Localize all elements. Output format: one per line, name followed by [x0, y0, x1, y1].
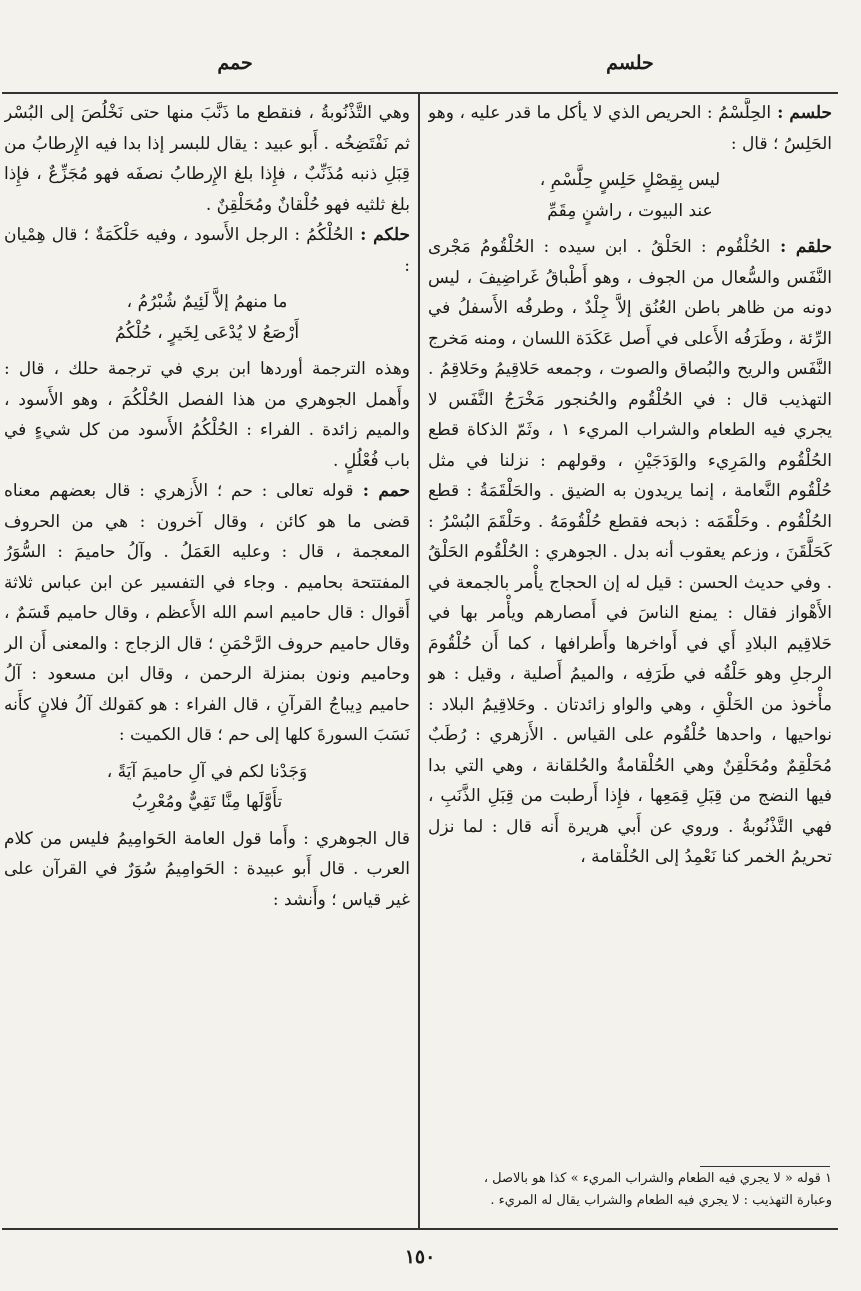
entry-halkam-note: وهذه الترجمة أوردها ابن بري في ترجمة حلك ، قال : وأَهمل الجوهري من هذا الفصل الحُلْكُمَ ، وهو الأَسود ، والميم زائدة . الفراء : الحُلْكُمُ الأَسود من كل شيءٍ في باب فُعْلُلٍ . — [4, 359, 410, 471]
headword-halkam: حلكم : — [353, 225, 410, 245]
bottom-rule — [2, 1228, 838, 1230]
entry-hamam-cont: قال الجوهري : وأَما قول العامة الحَوامِيمُ فليس من كلام العرب . قال أَبو عبيدة : الحَوامِيمُ سُوَرٌ في القرآن على غير قياس ؛ وأَنشد : — [4, 828, 410, 910]
right-column — [428, 98, 832, 1164]
entry-continuation: وهي التَّذْنُوبةُ ، فنقطع ما ذَنَّبَ منها حتى نَخْلُصَ إلى البُسْر ثم نَفْتَضِخُه . أَبو عبيد : يقال للبسر إذا بدا فيه الإِرطابُ من قِبَلِ ذنبه مُذَنِّبٌ ، فإِذا بلغ الإِرطابُ نصفَه فهو مُجَزِّعٌ ، فإِذا بلغ ثلثيه فهو حُلْقانٌ ومُحَلْقِنٌ . — [4, 103, 410, 215]
column-divider — [418, 94, 420, 1228]
verse-line: أَرْصَعُ لا يُدْعَى لِخَيرٍ ، حُلْكُمُ — [114, 322, 300, 343]
verse-block — [4, 287, 410, 348]
entry-hamam — [4, 476, 410, 751]
footnote — [428, 1168, 832, 1212]
entry-halsam-text: الحِلَّسْمُ : الحريص الذي لا يأكل ما قدر عليه ، وهو الحَلِسُ ؛ قال : — [428, 103, 832, 154]
verse-line: عند البيوت ، راشنٍ مِقَمِّ — [547, 200, 713, 221]
entry-halkam-text: الحُلْكُمُ : الرجل الأَسود ، وفيه حَلْكَمَةٌ ؛ قال هِمْيان : — [4, 225, 410, 276]
entry-halqam — [428, 232, 832, 873]
verse-line: ليس بِقِصْلٍ حَلِسٍ حِلَّسْمِ ، — [539, 170, 721, 190]
headword-halqam: حلقم : — [770, 237, 832, 257]
left-column — [4, 98, 410, 1222]
verse-line: ما منهمُ إلاَّ لَئِيمٌ شُبْرُمُ ، — [126, 292, 288, 312]
page-number: ١٥٠ — [404, 1246, 436, 1268]
verse-line: تأَوَّلَها مِنَّا تَقِيٌّ ومُعْرِبُ — [131, 792, 283, 812]
footnote-line: وعبارة التهذيب : لا يجري فيه الطعام والشراب يقال له المريء . — [490, 1193, 832, 1208]
entry-halqam-text: الحُلْقُوم : الحَلْقُ . ابن سيده : الحُلْقُومُ مَجْرى النَّفَس والسُّعال من الجوف ، وهو أَطْباقُ غَراضِيفَ ، ليس دونه من ظاهر باطن العُنُق إلاَّ جِلْدٌ ، وطرفُه الأَسفلُ في الرِّئة ، وطَرَفُه الأَعلى في أَصل عَكَدَة اللسان ، ومنه مَخرج النَّفَس والريح والبُصاق والصوت ، وجمعه حَلاقِيمُ وحَلاقِمُ . التهذيب قال : في الحُلْقُوم والحُنجور مَخْرَجُ النَّفَس لا يجري فيه الطعام والشراب المريء ١ ، وثَمّ الذكاة قطع الحُلْقُوم والمَرِيء والوَدَجَيْنِ ، وقولهم : نزلنا في مثل حُلْقُوم النَّعامة ، إنما يريدون به الضيق . والحَلْقَمَةُ : قطع الحُلْقُوم . وحَلْقَمَه : ذبحه فقطع حُلْقُومَهُ . وحَلْقَمَ البُسْرُ : كَحَلَّقَنَ ، وزعم يعقوب أنه بدل . الجوهري : الحُلْقُوم الحَلْقُ . وفي حديث الحسن : قيل له إن الحجاج يأْمر بالجمعة في الأَهْواز فقال : يمنع الناسَ في أَمصارهم ويأْمر بها في حَلاقِيم البلادِ أَي في أَواخرها وأَطرافها ، كما أَن حُلْقُومَ الرجلِ وهو حَلْقُه في طَرَفِه ، والميمُ أَصلية ، وقيل : هو مأْخوذ من الحَلْقِ ، وهي والواو زائدتان . وحَلاقِيمُ البلاد : نواحيها ، واحدها حُلْقُوم على القياس . الأَزهري : رُطَبٌ مُحَلْقِمٌ ومُحَلْقِنٌ وهي الحُلْقامةُ والحُلقانة ، وهي التي بدا فيها النضج من قِبَلِ قِمَعِها ، فإِذا أَرطبت من قِبَلِ الذَّنَبِ ، فهي التَّذْنُوبةُ . وروي عن أَبي هريرة أَنه قال : لما نزل تحريمُ الخمر كنا نَعْمِدُ إلى الحُلْقامة ، — [428, 237, 832, 867]
footnote-rule — [700, 1166, 830, 1167]
footnote-line: ١ قوله « لا يجري فيه الطعام والشراب المريء » كذا هو بالاصل ، — [483, 1171, 832, 1186]
entry-hamam-text: قوله تعالى : حم ؛ الأَزهري : قال بعضهم معناه قضى ما هو كائن ، وقال آخرون : هي من الحروف المعجمة ، قال : وعليه العَمَلُ . وآلُ حاميمَ : السُّوَرُ المفتتحة بحاميم . وجاء في التفسير عن ابن عباس ثلاثة أَقوال : قال حاميم اسم الله الأَعظم ، وقال حاميم قَسَمٌ ، وقال حاميم حروف الرَّحْمَنِ ؛ قال الزجاج : والمعنى أَن الر وحاميم ونون بمنزلة الرحمن ، وقال ابن مسعود : آلُ حاميم دِيباجُ القرآنِ ، قال الفراء : هو كقولك آلُ فلانٍ كأَنه نَسَبَ السورةَ كلها إلى حم ؛ قال الكميت : — [4, 481, 410, 745]
running-header-left: حمم — [217, 52, 253, 74]
verse-block — [4, 757, 410, 818]
verse-line: وَجَدْنا لكم في آلِ حاميمَ آيَةً ، — [106, 761, 308, 782]
entry-halkam — [4, 220, 410, 281]
verse-block — [428, 165, 832, 226]
headword-halsam: حلسم : — [771, 103, 832, 123]
running-header-right: حلسم — [606, 52, 654, 74]
headword-hamam: حمم : — [353, 481, 410, 501]
entry-halsam — [428, 98, 832, 159]
top-rule — [2, 92, 838, 94]
